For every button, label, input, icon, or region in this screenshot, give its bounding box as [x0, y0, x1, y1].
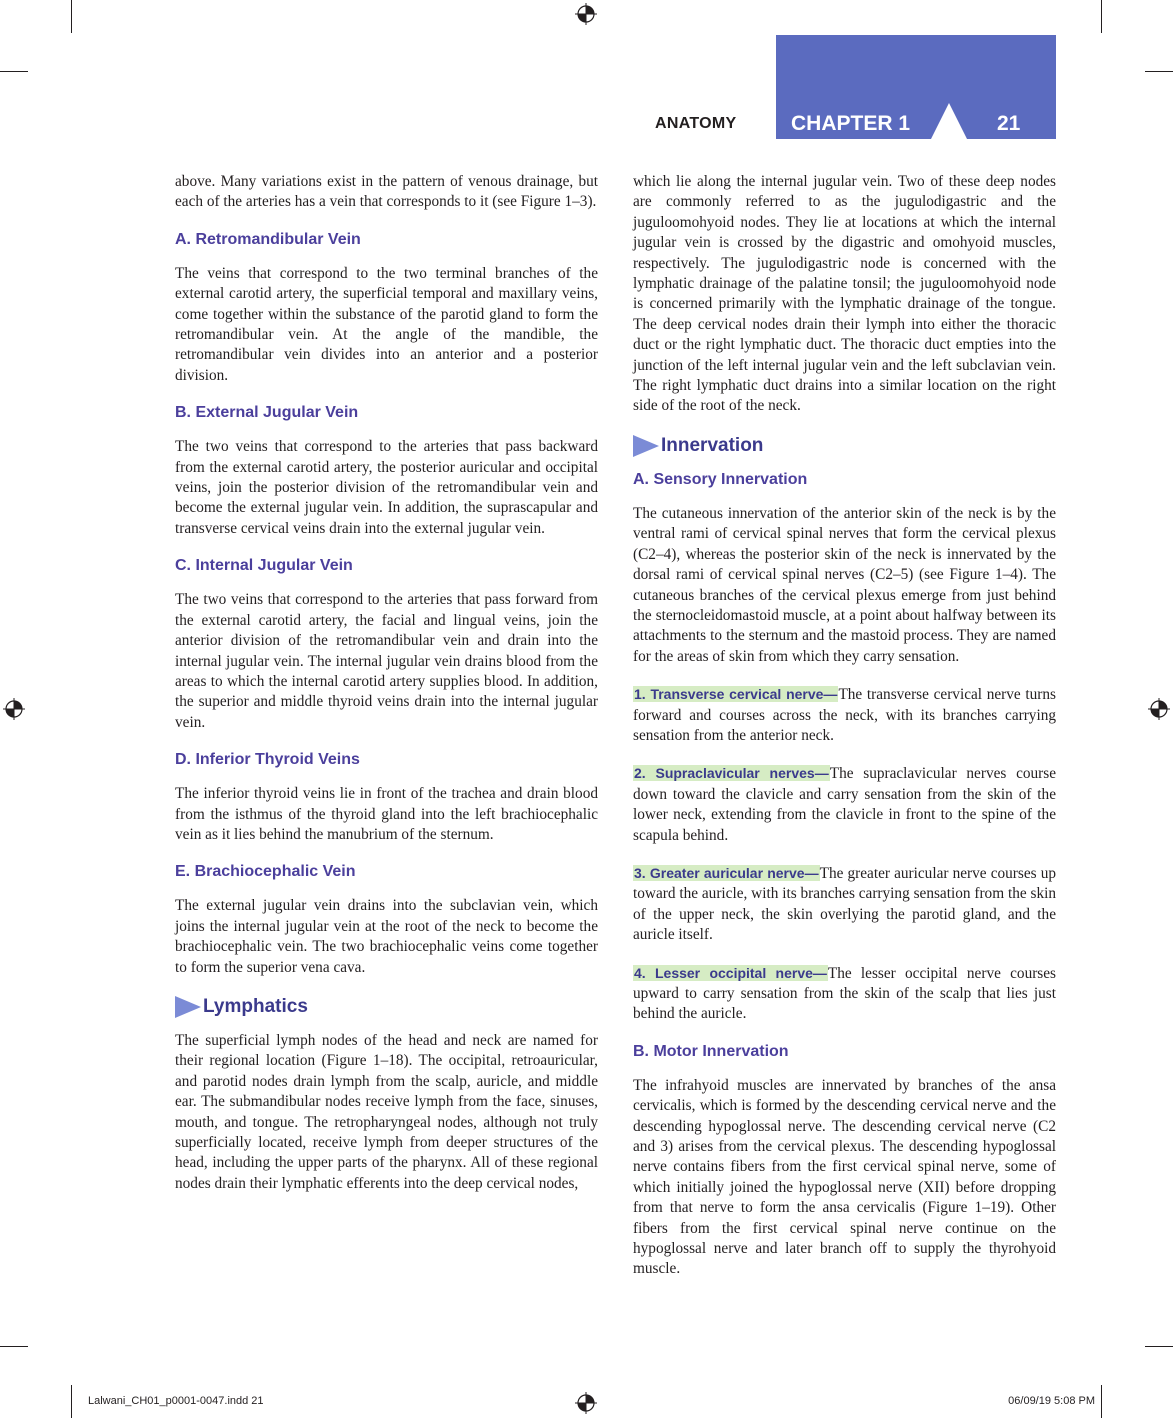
nerve-paragraph [633, 963, 1056, 1025]
triangle-bullet-icon [633, 435, 659, 457]
paragraph: The two veins that correspond to the arteries that pass forward from the external carotid artery, the facial and lingual veins, join the anterior division of the retromandibular vein and drain into the internal jugular vein. The internal jugular vein drains blood from the areas to which the internal carotid artery supplies blood. In addition, the superior and middle thyroid veins drain into the internal jugular vein. [175, 591, 598, 731]
major-heading-label: Lymphatics [203, 995, 308, 1017]
nerve-paragraph [633, 684, 1056, 746]
running-header-section: ANATOMY [655, 115, 737, 132]
paragraph: The infrahyoid muscles are innervated by branches of the ansa cervicalis, which is formed by the descending cervical nerve and the descending hypoglossal nerve. The descending cervical nerve (C2 and 3) arises from the cervical plexus. The descending hypoglossal nerve contains fibers from the first cervical spinal nerve, some of which initially joined the hypoglossal nerve (XII) before dropping from that nerve to form the ansa cervicalis (Figure 1–19). Other fibers from the first cervical spinal nerve continue on the hypoglossal nerve and later branch off to supply the thyrohyoid muscle. [633, 1076, 1056, 1278]
paragraph: The veins that correspond to the two terminal branches of the external carotid artery, the superficial temporal and maxillary veins, come together within the substance of the parotid gland to form the retromandibular vein. At the angle of the mandible, the retromandibular vein divides into an anterior and a posterior division. [175, 264, 598, 384]
nerve-text: The supraclavicular nerves course down toward the clavicle and carry sensation from the skin of the lower neck, extending from the clavicle in front to the spine of the scapula behind. [633, 765, 1056, 844]
nerve-text: The lesser occipital nerve courses upward to carry sensation from the skin of the scalp that lies just behind the auricle. [633, 964, 1057, 1023]
paragraph: The inferior thyroid veins lie in front of the trachea and drain blood from the isthmus of the thyroid gland into the left brachiocephalic vein as it lies behind the manubrium of the sternum. [175, 785, 598, 843]
footer-file-slug: Lalwani_CH01_p0001-0047.indd 21 [88, 1395, 264, 1407]
nerve-term: 4. Lesser occipital nerve— [634, 964, 827, 981]
nerve-text: The greater auricular nerve courses up toward the auricle, with its branches carrying sensation from the skin of the upper neck, the skin overlying the parotid gland, and the auricle itself. [633, 864, 1056, 944]
section-heading: C. Internal Jugular Vein [175, 557, 353, 575]
triangle-bullet-icon [175, 996, 201, 1018]
paragraph: The superficial lymph nodes of the head and neck are named for their regional location (Figure 1–18). The occipital, retroauricular, and parotid nodes drain lymph from the scalp, auricle, and middle ear. The submandibular nodes receive lymph from the face, sinuses, mouth, and tongue. The retropharyngeal nodes, although not truly superficially located, receive lymph from deeper structures of the head, including the upper parts of the pharynx. All of these regional nodes drain their lymphatic efferents into the deep cervical nodes, [175, 1031, 598, 1192]
section-heading: B. Motor Innervation [633, 1042, 789, 1060]
major-heading-label: Innervation [661, 434, 764, 456]
registration-mark-icon [575, 3, 597, 25]
left-column [175, 172, 598, 1211]
paragraph: The two veins that correspond to the arteries that pass backward from the external carotid artery, the posterior auricular and occipital veins, join the posterior division of the retromandibular vein and become the external jugular vein. In addition, the suprascapular and transverse cervical veins drain into the external jugular vein. [175, 438, 598, 537]
nerve-paragraph [633, 763, 1056, 846]
page-number: 21 [997, 112, 1021, 135]
registration-mark-icon [1148, 698, 1170, 720]
crop-mark [1101, 0, 1102, 33]
section-heading: B. External Jugular Vein [175, 404, 359, 422]
nerve-term: 2. Supraclavicular nerves— [634, 765, 829, 782]
nerve-text: The transverse cervical nerve turns forward and courses across the neck, with its branches carrying sensation from the anterior neck. [633, 686, 1056, 744]
header-notch [931, 103, 967, 139]
section-heading: D. Inferior Thyroid Veins [175, 751, 360, 769]
section-heading: A. Sensory Innervation [633, 470, 808, 488]
crop-mark [0, 1346, 28, 1347]
crop-mark [71, 1385, 72, 1418]
major-heading [633, 434, 1056, 458]
crop-mark [0, 71, 28, 72]
major-heading [175, 995, 598, 1019]
nerve-term: 3. Greater auricular nerve— [634, 864, 819, 881]
nerve-paragraph [633, 863, 1056, 946]
paragraph: which lie along the internal jugular vein. Two of these deep nodes are commonly referred to as the jugulodigastric and the juguloomohyoid nodes. They lie at locations at which the internal jugular vein is crossed by the digastric and omohyoid muscles, respectively. The jugulodigastric node is concerned with the lymphatic drainage of the palatine tonsil; the juguloomohyoid node is concerned primarily with the lymphatic drainage of the tongue. The deep cervical nodes drain their lymph into either the thoracic duct or the right lymphatic duct. The thoracic duct empties into the junction of the left internal jugular vein and the left subclavian vein. The right lymphatic duct drains into a similar location on the right side of the root of the neck. [633, 173, 1056, 415]
registration-mark-icon [3, 698, 25, 720]
section-heading: A. Retromandibular Vein [175, 230, 361, 248]
right-column [633, 172, 1056, 1297]
paragraph: The cutaneous innervation of the anterior skin of the neck is by the ventral rami of cervical spinal nerves that form the cervical plexus (C2–4), whereas the posterior skin of the neck is innervated by the dorsal rami of cervical spinal nerves (C2–5) (see Figure 1–4). The cutaneous branches of the cervical plexus emerge from just behind the sternocleidomastoid muscle, at a point about halfway between its attachments to the sternum and the mastoid process. They are named for the areas of skin from which they carry sensation. [633, 504, 1056, 665]
crop-mark [1101, 1385, 1102, 1418]
paragraph: The external jugular vein drains into the subclavian vein, which joins the internal jugular vein at the root of the neck to become the brachiocephalic vein. The two brachiocephalic veins come together to form the superior vena cava. [175, 897, 598, 976]
running-header-chapter: CHAPTER 1 [791, 112, 911, 135]
registration-mark-icon [575, 1392, 597, 1414]
nerve-term: 1. Transverse cervical nerve— [634, 686, 838, 703]
footer-timestamp: 06/09/19 5:08 PM [1008, 1395, 1095, 1407]
crop-mark [1145, 71, 1173, 72]
crop-mark [1145, 1346, 1173, 1347]
section-heading: E. Brachiocephalic Vein [175, 863, 356, 881]
paragraph: above. Many variations exist in the pattern of venous drainage, but each of the arteries has a vein that corresponds to it (see Figure 1–3). [175, 173, 598, 211]
crop-mark [71, 0, 72, 33]
